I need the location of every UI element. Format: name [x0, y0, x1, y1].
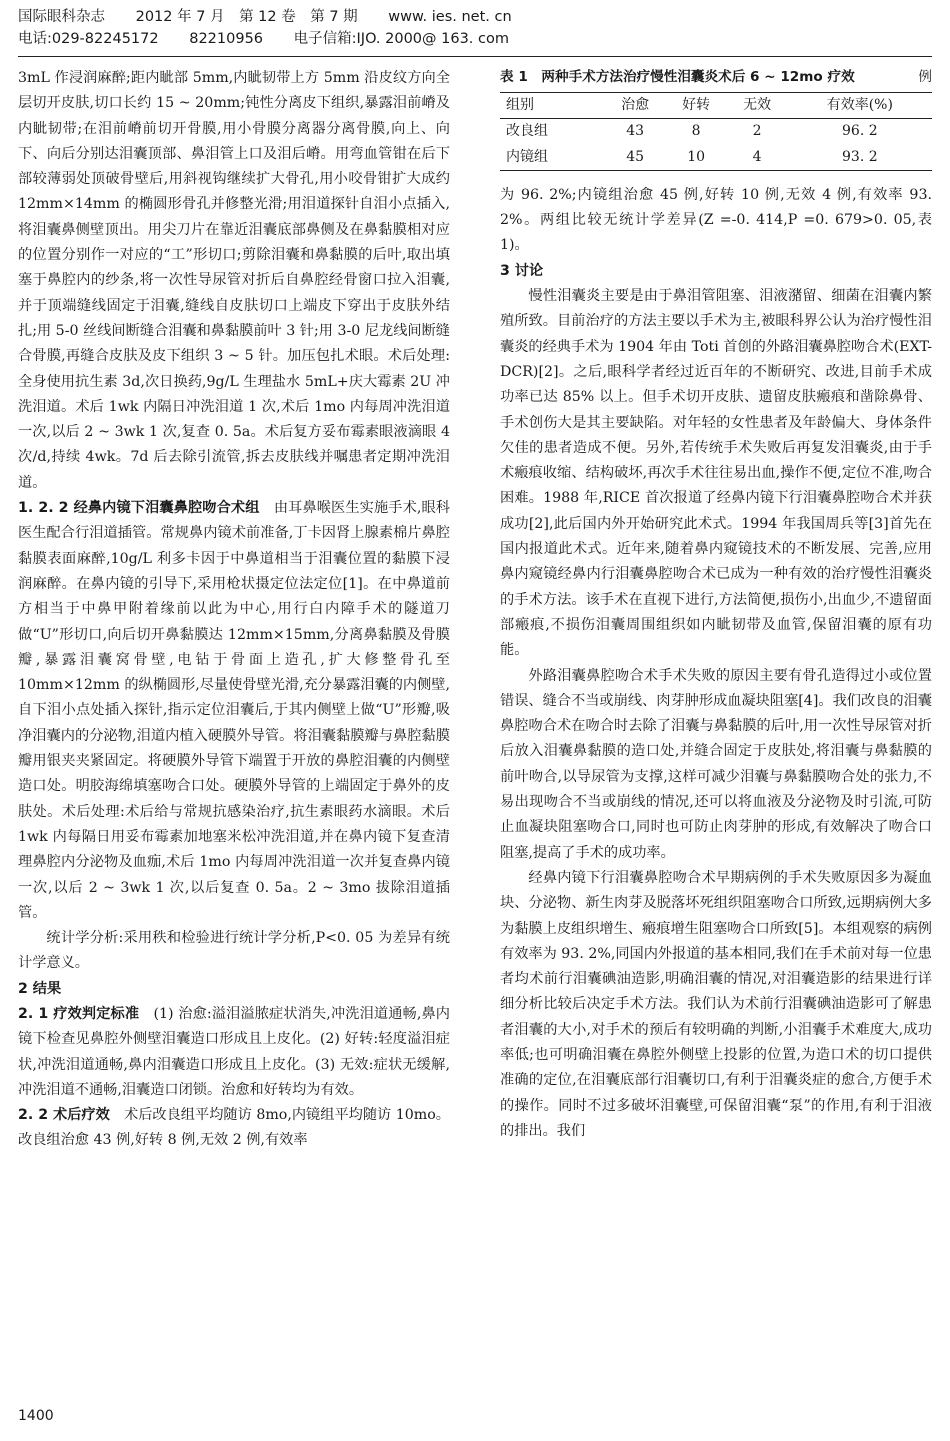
table-cell: 93. 2	[842, 148, 878, 165]
table-title: 表 1 两种手术方法治疗慢性泪囊炎术后 6 ~ 12mo 疗效	[500, 69, 855, 85]
table-cell: 8	[691, 123, 701, 140]
table-cell: 内镜组	[506, 148, 548, 165]
issue-info: 2012 年 7 月 第 12 卷 第 7 期	[135, 9, 358, 25]
paragraph-text: (1) 治愈:溢泪溢脓症状消失,冲洗泪道通畅,鼻内镜下检查见鼻腔外侧壁泪囊造口形成且上皮化。(2) 好转:轻度溢泪症状,冲洗泪道通畅,鼻内泪囊造口形成且上皮化。(3) 无效:症状无缓解,冲洗泪道不通畅,泪囊造口闭锁。治愈和好转均为有效。	[18, 1005, 450, 1098]
subsection-heading: 1. 2. 2 经鼻内镜下泪囊鼻腔吻合术组	[18, 500, 260, 517]
journal-phone-2: 82210956	[189, 31, 264, 47]
table-cell: 43	[626, 123, 645, 140]
paragraph	[18, 1002, 450, 1103]
table-header-cell: 有效率(%)	[826, 97, 893, 113]
header-rule	[18, 56, 932, 57]
subsection-heading: 2. 1 疗效判定标准	[18, 1005, 140, 1022]
table-cell: 2	[752, 123, 762, 140]
paragraph	[18, 496, 450, 926]
paragraph: 3mL 作浸润麻醉;距内眦部 5mm,内眦韧带上方 5mm 沿皮纹方向全层切开皮肤,切口长约 15 ~ 20mm;钝性分离皮下组织,暴露泪前嵴及内眦韧带;在泪前嵴前切开骨膜,用小骨膜分离器分离骨膜,向上、向下、向后分别达泪囊顶部、鼻泪管上口及泪后嵴。用弯血管钳在后下部较薄弱处顶破骨壁后,用斜视钩继续扩大骨孔,用小咬骨钳扩大成约 12mm×14mm 的椭圆形骨孔并修整光滑;用泪道探针自泪小点插入,将泪囊鼻侧壁顶出。用尖刀片在靠近泪囊底部鼻侧及在鼻黏膜相对应的位置分别作一对应的“工”形切口;剪除泪囊和鼻黏膜的后叶,取出填塞于鼻腔内的纱条,将一次性导尿管对折后自鼻腔经骨窗口拉入泪囊,并于顶端缝线固定于泪囊,缝线自皮肤切口上端皮下穿出于皮肤外结扎;用 5-0 丝线间断缝合泪囊和鼻黏膜前叶 3 针;用 3-0 尼龙线间断缝合骨膜,再缝合皮肤及皮下组织 3 ~ 5 针。加压包扎术眼。术后处理:全身使用抗生素 3d,次日换药,9g/L 生理盐水 5mL+庆大霉素 2U 冲洗泪道。术后 1wk 内隔日冲洗泪道 1 次,术后 1mo 内每周冲洗泪道一次,以后 2 ~ 3wk 1 次,复查 0. 5a。术后复方妥布霉素眼液滴眼 4 次/d,持续 4wk。7d 后去除引流管,拆去皮肤线并嘱患者定期冲洗泪道。	[18, 70, 450, 491]
table-cell: 改良组	[506, 123, 548, 140]
paragraph: 外路泪囊鼻腔吻合术手术失败的原因主要有骨孔造得过小或位置错误、缝合不当或崩线、肉芽肿形成血凝块阻塞[4]。我们改良的泪囊鼻腔吻合术在吻合时去除了泪囊与鼻黏膜的后叶,用一次性导尿管对折后放入泪囊鼻黏膜的造口处,并缝合固定于皮肤处,将泪囊与鼻黏膜的前叶吻合,以导尿管为支撑,这样可减少泪囊与鼻黏膜吻合处的张力,不易出现吻合不当或崩线的情况,还可以将血液及分泌物及时引流,可防止血凝块阻塞吻合口,同时也可防止肉芽肿的形成,有效解决了吻合口阻塞,提高了手术的成功率。	[500, 667, 932, 861]
table-cell: 96. 2	[842, 123, 878, 140]
paragraph: 为 96. 2%;内镜组治愈 45 例,好转 10 例,无效 4 例,有效率 93. 2%。两组比较无统计学差异(Z =-0. 414,P =0. 679>0. 05,表 1)。	[500, 186, 932, 254]
paragraph: 慢性泪囊炎主要是由于鼻泪管阻塞、泪液潴留、细菌在泪囊内繁殖所致。目前治疗的方法主要以手术为主,被眼科界公认为治疗慢性泪囊炎的经典手术为 1904 年由 Toti 首创的外路泪囊鼻腔吻合术(EXT-DCR)[2]。之后,眼科学者经过近百年的不断研究、改进,目前手术成功率已达 85% 以上。但手术切开皮肤、遗留皮肤瘢痕和凿除鼻骨、手术创伤大是其主要缺陷。对年轻的女性患者及年龄偏大、身体条件欠佳的患者造成不便。另外,若传统手术失败后再复发泪囊炎,由于手术瘢痕收缩、结构破坏,再次手术往往易出血,操作不便,定位不准,吻合困难。1988 年,RICE 首次报道了经鼻内镜下行泪囊鼻腔吻合术并获成功[2],此后国内外开始研究此术式。1994 年我国周兵等[3]首先在国内报道此术式。近年来,随着鼻内窥镜技术的不断发展、完善,应用鼻内窥镜经鼻内行泪囊鼻腔吻合术已成为一种有效的治疗慢性泪囊炎的手术方法。该手术在直视下进行,方法简便,损伤小,出血少,不遗留面部瘢痕,不损伤泪囊周围组织如内眦韧带及血管,保留泪囊的原有功能。	[500, 288, 932, 659]
table-header-row	[500, 93, 932, 119]
left-column	[18, 66, 450, 1154]
table-header-cell: 好转	[682, 97, 711, 113]
table-cell: 10	[687, 148, 706, 165]
table-cell: 4	[752, 148, 762, 165]
paragraph-text: 由耳鼻喉医生实施手术,眼科医生配合行泪道插管。常规鼻内镜术前准备,丁卡因肾上腺素棉片鼻腔黏膜表面麻醉,10g/L 利多卡因于中鼻道相当于泪囊位置的黏膜下浸润麻醉。在鼻内镜的引导下,采用枪状摄定位法定位[1]。在中鼻道前方相当于中鼻甲附着缘前以此为中心,用行白内障手术的隧道刀做“U”形切口,向后切开鼻黏膜达 12mm×15mm,分离鼻黏膜及骨膜瓣,暴露泪囊窝骨壁,电钻于骨面上造孔,扩大修整骨孔至 10mm×12mm 的纵椭圆形,尽量使骨壁光滑,充分暴露泪囊的内侧壁,自下泪小点处插入探针,指示定位泪囊后,于其内侧壁上做“U”形瓣,吸净泪囊内的分泌物,泪道内植入硬膜外导管。将泪囊黏膜瓣与鼻腔黏膜瓣用银夹夹紧固定。将硬膜外导管下端置于开放的鼻腔泪囊的内侧壁造口处。明胶海绵填塞吻合口处。硬膜外导管的上端固定于鼻外的皮肤处。术后处理:术后给与常规抗感染治疗,抗生素眼药水滴眼。术后 1wk 内每隔日用妥布霉素加地塞米松冲洗泪道,并在鼻内镜下复查清理鼻腔内分泌物及血痂,术后 1mo 内每周冲洗泪道一次并复查鼻内镜一次,以后 2 ~ 3wk 1 次,以后复查 0. 5a。2 ~ 3mo 拔除泪道插管。	[18, 500, 450, 921]
page-number: 1400	[18, 1408, 54, 1424]
journal-name: 国际眼科杂志	[18, 9, 105, 25]
table-caption	[500, 66, 932, 88]
table-header-cell: 组别	[506, 97, 534, 113]
section-heading: 2 结果	[18, 980, 62, 997]
section-heading: 3 讨论	[500, 262, 544, 279]
journal-phone: 电话:029-82245172	[18, 31, 159, 47]
subsection-heading: 2. 2 术后疗效	[18, 1107, 110, 1124]
results-table	[500, 92, 932, 171]
table-header-cell: 治愈	[621, 97, 650, 113]
table-header-cell: 无效	[743, 97, 772, 113]
table-unit: 例	[918, 69, 932, 85]
paragraph: 经鼻内镜下行泪囊鼻腔吻合术早期病例的手术失败原因多为凝血块、分泌物、新生肉芽及脱落坏死组织阻塞吻合口所致,远期病例大多为黏膜上皮组织增生、瘢痕增生阻塞吻合口所致[5]。本组观察的病例有效率为 93. 2%,同国内外报道的基本相同,我们在手术前对每一位患者均术前行泪囊碘油造影,明确泪囊的情况,对泪囊造影的结果进行详细分析比较后决定手术方法。我们认为术前行泪囊碘油造影可了解患者泪囊的大小,对手术的预后有较明确的判断,小泪囊手术难度大,成功率低;也可明确泪囊在鼻腔外侧壁上投影的位置,为造口术的切口提供准确的定位,在泪囊底部行泪囊切口,有利于泪囊炎症的愈合,方便手术的操作。同时不过多破坏泪囊壁,可保留泪囊“泵”的作用,有利于泪液的排出。我们	[500, 869, 932, 1139]
paragraph	[18, 1103, 450, 1154]
right-column	[500, 66, 932, 1144]
paragraph: 统计学分析:采用秩和检验进行统计学分析,P<0. 05 为差异有统计学意义。	[18, 930, 450, 972]
running-header	[18, 6, 932, 50]
table-cell: 45	[626, 148, 645, 165]
table-row	[500, 119, 932, 145]
journal-email[interactable]: 电子信箱:IJO. 2000@ 163. com	[293, 31, 509, 47]
table-row	[500, 145, 932, 171]
paragraph-text: 术后改良组平均随访 8mo,内镜组平均随访 10mo。改良组治愈 43 例,好转 8 例,无效 2 例,有效率	[18, 1107, 450, 1149]
journal-website[interactable]: www. ies. net. cn	[388, 9, 512, 25]
